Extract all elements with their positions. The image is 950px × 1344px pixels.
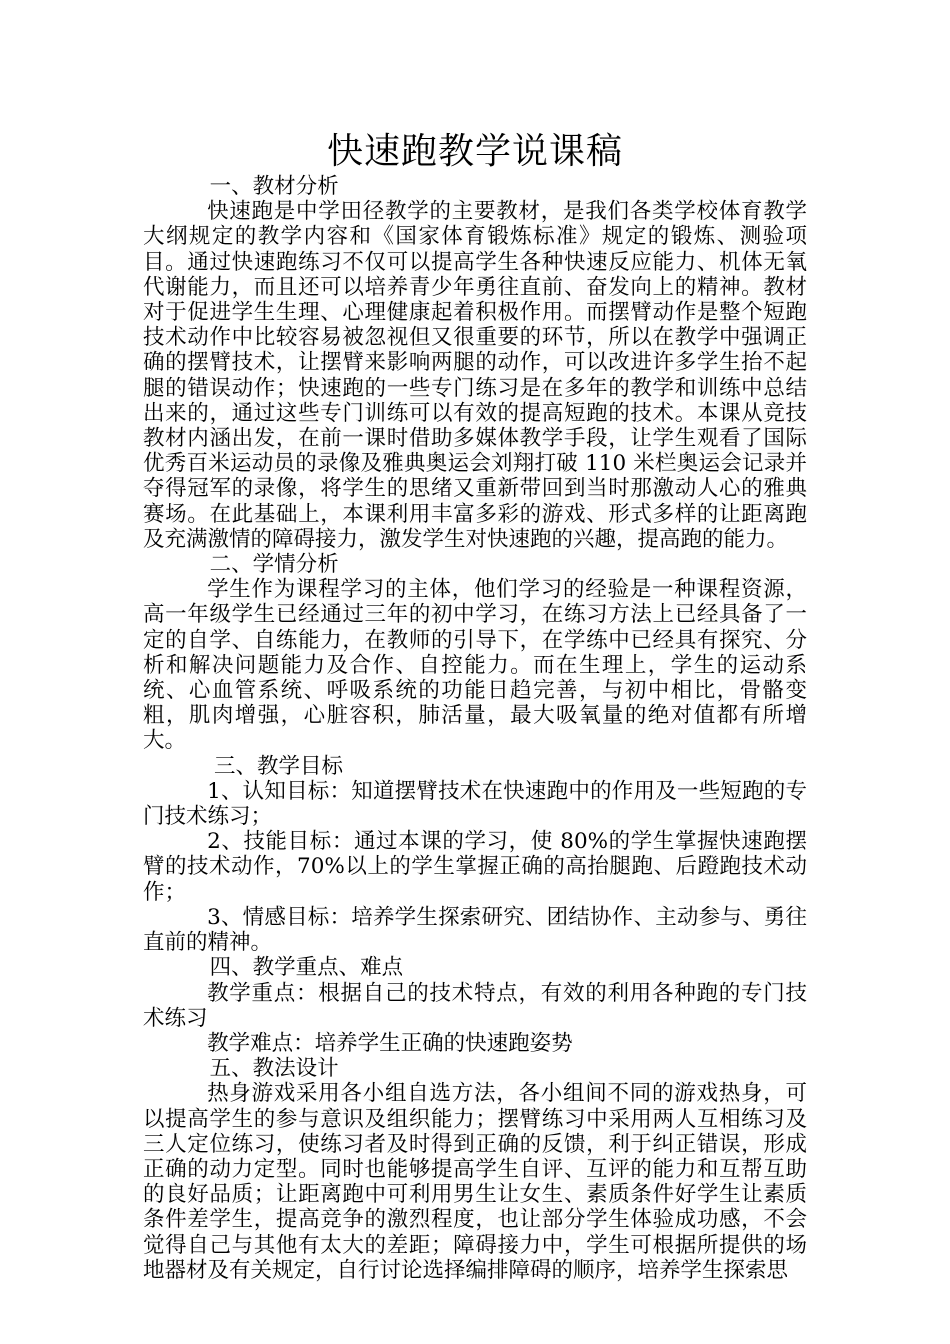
section-heading-method-design: 五、教法设计	[209, 1056, 339, 1082]
section-heading-textbook-analysis: 一、教材分析	[209, 174, 339, 199]
paragraph-textbook-analysis: 快速跑是中学田径教学的主要教材，是我们各类学校体育教学大纲规定的教学内容和《国家体育锻炼标准》规定的锻炼、测验项目。通过快速跑练习不仅可以提高学生各种快速反应能力、机体无氧代谢能力，而且还可以培养青少年勇往直前、奋发向上的精神。教材对于促进学生生理、心理健康起着积极作用。而摆臂动作是整个短跑技术动作中比较容易被忽视但又很重要的环节，所以在教学中强调正确的摆臂技术，让摆臂来影响两腿的动作，可以改进许多学生抬不起腿的错误动作；快速跑的一些专门练习是在多年的教学和训练中总结出来的，通过这些专门训练可以有效的提高短跑的技术。本课从竞技教材内涵出发，在前一课时借助多媒体教学手段，让学生观看了国际优秀百米运动员的录像及雅典奥运会刘翔打破 110 米栏奥运会记录并夺得冠军的录像，将学生的思绪又重新带回到当时那激动人心的雅典赛场。在此基础上，本课利用丰富多彩的游戏、形式多样的让距离跑及充满激情的障碍接力，激发学生对快速跑的兴趣，提高跑的能力。	[143, 199, 807, 552]
paragraph-difficult-point: 教学难点：培养学生正确的快速跑姿势	[207, 1030, 573, 1056]
paragraph-student-analysis: 学生作为课程学习的主体，他们学习的经验是一种课程资源，高一年级学生已经通过三年的初中学习，在练习方法上已经具备了一定的自学、自练能力，在教师的引导下，在学练中已经具有探究、分析和解决问题能力及合作、自控能力。而在生理上，学生的运动系统、心血管系统、呼吸系统的功能日趋完善，与初中相比，骨骼变粗，肌肉增强，心脏容积，肺活量，最大吸氧量的绝对值都有所增大。	[143, 577, 807, 754]
section-heading-key-points: 四、教学重点、难点	[209, 955, 404, 981]
paragraph-goal-emotional: 3、情感目标：培养学生探索研究、团结协作、主动参与、勇往直前的精神。	[143, 904, 807, 956]
paragraph-method-design: 热身游戏采用各小组自选方法，各小组间不同的游戏热身，可以提高学生的参与意识及组织能力；摆臂练习中采用两人互相练习及三人定位练习，使练习者及时得到正确的反馈，利于纠正错误，形成正确的动力定型。同时也能够提高学生自评、互评的能力和互帮互助的良好品质；让距离跑中可利用男生让女生、素质条件好学生让素质条件差学生，提高竞争的激烈程度，也让部分学生体验成功感，不会觉得自己与其他有太大的差距；障碍接力中，学生可根据所提供的场地器材及有关规定，自行讨论选择编排障碍的顺序，培养学生探索思	[143, 1081, 807, 1283]
document-body	[143, 174, 807, 1283]
document-title: 快速跑教学说课稿	[326, 131, 623, 172]
paragraph-goal-cognitive: 1、认知目标：知道摆臂技术在快速跑中的作用及一些短跑的专门技术练习；	[143, 778, 807, 830]
paragraph-key-point: 教学重点：根据自己的技术特点，有效的利用各种跑的专门技术练习	[143, 980, 807, 1031]
section-heading-teaching-goals: 三、教学目标	[213, 753, 343, 779]
section-heading-student-analysis: 二、学情分析	[209, 552, 339, 578]
paragraph-goal-skill: 2、技能目标：通过本课的学习，使 80%的学生掌握快速跑摆臂的技术动作，70%以上的学生掌握正确的高抬腿跑、后蹬跑技术动作；	[143, 829, 807, 905]
